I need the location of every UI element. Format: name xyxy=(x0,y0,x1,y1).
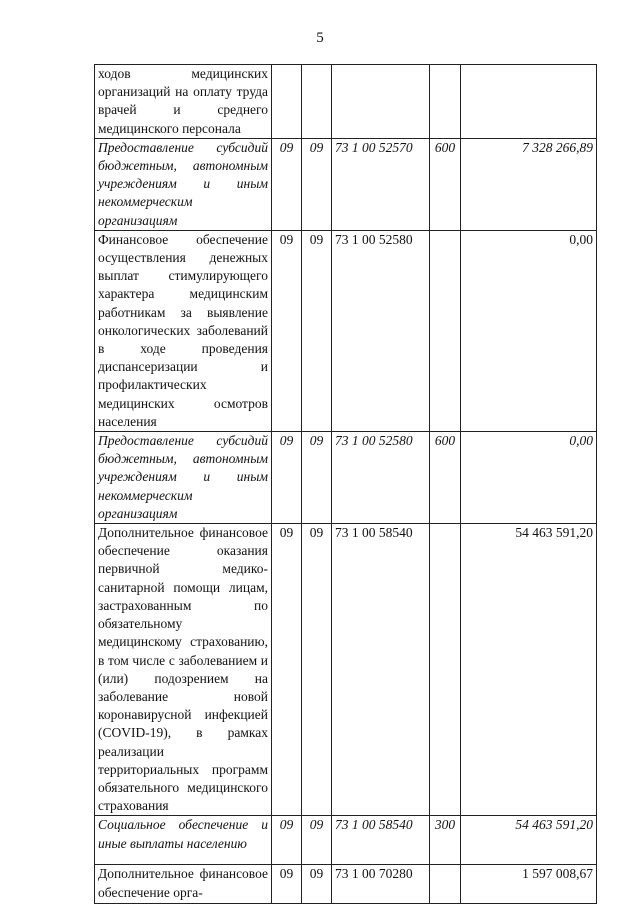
expense-type-code: 600 xyxy=(430,432,461,524)
table-row xyxy=(95,865,597,904)
target-article-code: 73 1 00 52570 xyxy=(332,138,430,230)
amount: 7 328 266,89 xyxy=(461,138,597,230)
expense-type-code xyxy=(430,230,461,431)
table-row xyxy=(95,816,597,865)
amount: 54 463 591,20 xyxy=(461,816,597,865)
budget-table xyxy=(94,64,597,904)
subsection-code: 09 xyxy=(302,230,332,431)
row-name: ходов медицинских организаций на оплату труда врачей и среднего медицинского персонала xyxy=(95,65,272,139)
section-code: 09 xyxy=(272,816,302,865)
section-code: 09 xyxy=(272,230,302,431)
row-name: Дополнительное финансовое обеспечение оказания первичной медико-санитарной помощи лицам, застрахованным по обязательному медицинскому страхованию, в том числе с заболеванием и (или) подозрением на заболевание новой коронавирусной инфекцией (COVID-19), в рамках реализации территориальных программ обязательного медицинского страхования xyxy=(95,524,272,816)
section-code xyxy=(272,65,302,139)
row-name: Предоставление субсидий бюджетным, автономным учреждениям и иным некоммерческим организациям xyxy=(95,432,272,524)
target-article-code: 73 1 00 52580 xyxy=(332,230,430,431)
subsection-code: 09 xyxy=(302,138,332,230)
expense-type-code xyxy=(430,865,461,904)
target-article-code: 73 1 00 58540 xyxy=(332,816,430,865)
subsection-code xyxy=(302,65,332,139)
expense-type-code xyxy=(430,65,461,139)
target-article-code: 73 1 00 70280 xyxy=(332,865,430,904)
amount: 54 463 591,20 xyxy=(461,524,597,816)
expense-type-code: 600 xyxy=(430,138,461,230)
table-row xyxy=(95,230,597,431)
amount: 1 597 008,67 xyxy=(461,865,597,904)
table-row xyxy=(95,138,597,230)
table-row xyxy=(95,65,597,139)
subsection-code: 09 xyxy=(302,816,332,865)
table-row xyxy=(95,524,597,816)
section-code: 09 xyxy=(272,865,302,904)
amount: 0,00 xyxy=(461,432,597,524)
table-row xyxy=(95,432,597,524)
section-code: 09 xyxy=(272,432,302,524)
subsection-code: 09 xyxy=(302,865,332,904)
row-name: Предоставление субсидий бюджетным, автономным учреждениям и иным некоммерческим организациям xyxy=(95,138,272,230)
section-code: 09 xyxy=(272,524,302,816)
amount: 0,00 xyxy=(461,230,597,431)
subsection-code: 09 xyxy=(302,432,332,524)
row-name: Финансовое обеспечение осуществления денежных выплат стимулирующего характера медицинским работникам за выявление онкологических заболеваний в ходе проведения диспансеризации и профилактических медицинских осмотров населения xyxy=(95,230,272,431)
target-article-code: 73 1 00 52580 xyxy=(332,432,430,524)
amount xyxy=(461,65,597,139)
expense-type-code xyxy=(430,524,461,816)
section-code: 09 xyxy=(272,138,302,230)
expense-type-code: 300 xyxy=(430,816,461,865)
subsection-code: 09 xyxy=(302,524,332,816)
row-name: Социальное обеспечение и иные выплаты населению xyxy=(95,816,272,865)
target-article-code: 73 1 00 58540 xyxy=(332,524,430,816)
page-number: 5 xyxy=(316,30,324,46)
target-article-code xyxy=(332,65,430,139)
row-name: Дополнительное финансовое обеспечение орга- xyxy=(95,865,272,904)
